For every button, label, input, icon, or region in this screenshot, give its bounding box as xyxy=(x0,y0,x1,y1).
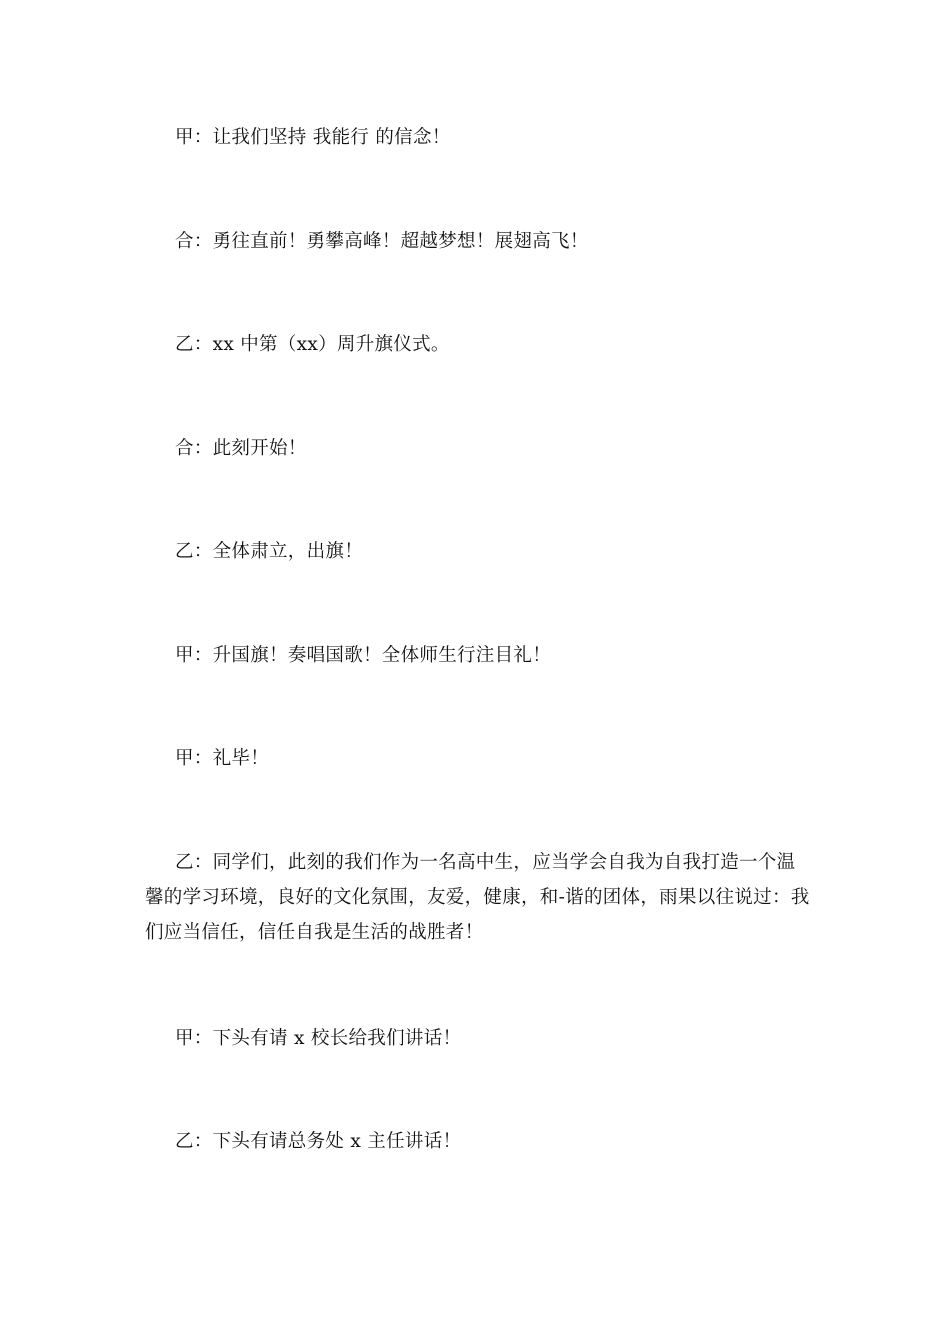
paragraph-8: 乙：同学们，此刻的我们作为一名高中生，应当学会自我为自我打造一个温馨的学习环境，良好的文化氛围，友爱，健康，和-谐的团体，雨果以往说过：我们应当信任，信任自我是生活的战胜者！ xyxy=(145,852,810,943)
paragraph-1: 甲：让我们坚持 我能行 的信念！ xyxy=(175,127,451,148)
paragraph-10: 乙：下头有请总务处 x 主任讲话！ xyxy=(175,1131,462,1152)
paragraph-2: 合：勇往直前！勇攀高峰！超越梦想！展翅高飞！ xyxy=(175,231,589,252)
paragraph-5: 乙：全体肃立，出旗！ xyxy=(175,541,364,562)
paragraph-4: 合：此刻开始！ xyxy=(175,438,307,459)
paragraph-3: 乙：xx 中第（xx）周升旗仪式。 xyxy=(175,334,450,355)
paragraph-7: 甲：礼毕！ xyxy=(175,748,270,769)
paragraph-6: 甲：升国旗！奏唱国歌！全体师生行注目礼！ xyxy=(175,645,552,666)
paragraph-9: 甲：下头有请 x 校长给我们讲话！ xyxy=(175,1028,462,1049)
